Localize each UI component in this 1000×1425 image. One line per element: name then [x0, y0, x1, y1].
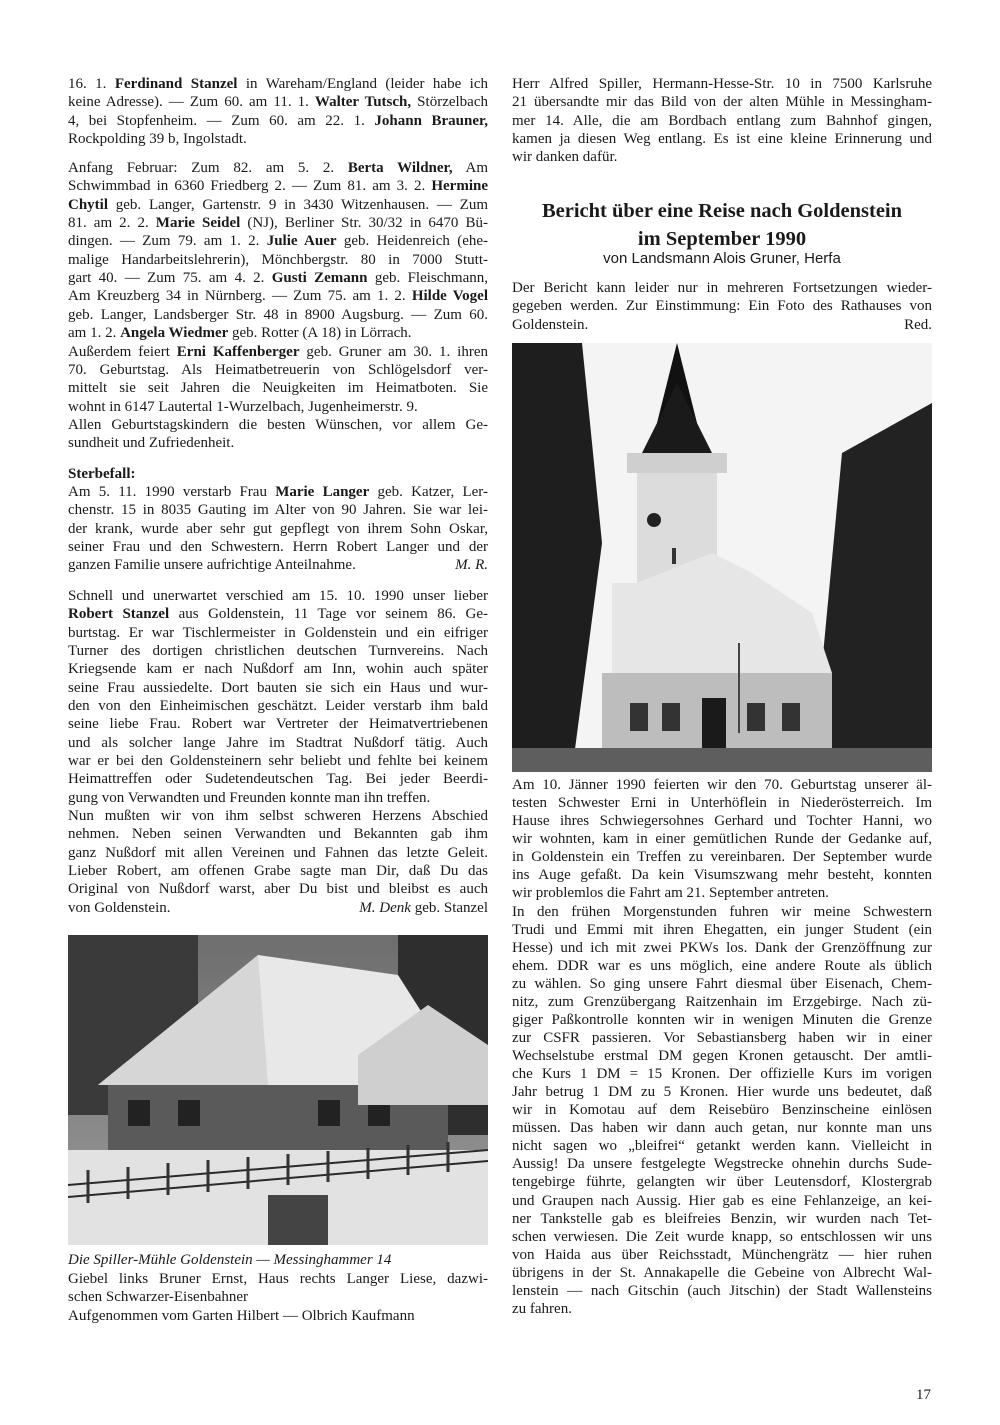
- text-line: [68, 715, 488, 733]
- text-segment: nehmen. Neben seinen Verwandten und Bekannten gab ihm: [68, 826, 488, 843]
- text-line: [68, 483, 488, 501]
- text-segment: wir problemlos die Fahrt am 21. September antreten.: [512, 885, 829, 902]
- text-segment: seiner Frau und den Schwestern. Herrn Robert Langer und der: [68, 539, 488, 556]
- text-line: [68, 177, 488, 195]
- text-segment: nicht sagen wo „bleifrei“ getankt werden kann. Vielleicht in: [512, 1138, 932, 1155]
- bold-name: Ferdinand Stanzel: [114, 76, 238, 92]
- text-segment: wohnt in 6147 Lautertal 1-Wurzelbach, Jugenheimerstr. 9.: [68, 398, 418, 415]
- text-line: [68, 269, 488, 287]
- text-line: [68, 880, 488, 898]
- text-segment: geb. Rotter (A 18) in Lörrach.: [228, 325, 412, 342]
- text-line: [512, 1264, 932, 1282]
- text-line: [68, 770, 488, 788]
- text-line: [68, 112, 488, 130]
- text-line: [68, 899, 488, 917]
- text-line: [68, 624, 488, 642]
- text-segment: übrigens in der St. Annakapelle die Gebeine von Albrecht Wal-: [512, 1264, 932, 1281]
- bold-name: Chytil: [68, 196, 109, 213]
- text-line: [512, 830, 932, 848]
- text-line: [512, 776, 932, 794]
- editor-intro: [512, 279, 932, 334]
- bold-name: Marie Langer: [275, 484, 370, 500]
- text-line: [68, 343, 488, 361]
- text-line: [512, 1228, 932, 1246]
- text-segment: 21 übersandte mir das Bild von der alten Mühle in Messingham-: [512, 94, 932, 111]
- text-segment: 4, bei Stopfenheim. — Zum 60. am 22. 1.: [68, 112, 375, 129]
- text-segment: Lieber Robert, am offenen Grabe sagte man Dir, daß Du das: [68, 863, 488, 880]
- text-line: [512, 848, 932, 866]
- text-segment: malige Handarbeitslehrerin), Mönchbergstr. 80 in 7000 Stutt-: [68, 251, 488, 268]
- text-segment: gart 40. — Zum 75. am 4. 2.: [68, 270, 272, 287]
- text-line: [512, 1083, 932, 1101]
- text-segment: ehem. DDR war es uns möglich, eine andere Route als üblich: [512, 957, 932, 974]
- text-segment: Schnell und unerwartet verschied am 15. 10. 1990 unser lieber: [68, 588, 488, 604]
- text-line: [512, 1192, 932, 1210]
- text-line: [68, 251, 488, 269]
- text-segment: zu fahren.: [512, 1300, 572, 1317]
- text-segment: in Wareham/England (leider habe ich: [237, 76, 488, 92]
- text-line: [512, 1155, 932, 1173]
- text-line: [68, 416, 488, 434]
- text-line: [512, 130, 932, 148]
- text-line: [512, 993, 932, 1011]
- text-line: [68, 642, 488, 660]
- text-line: [68, 361, 488, 379]
- obituary-marie-langer: [68, 483, 488, 575]
- text-line: [512, 975, 932, 993]
- birthday-paragraph-3: [68, 343, 488, 416]
- text-line: [512, 1029, 932, 1047]
- text-segment: von Haida aus über Reichsstadt, Münchengrätz — hier ruhen: [512, 1246, 932, 1263]
- text-segment: wir danken dafür.: [512, 149, 618, 166]
- text-line: [512, 866, 932, 884]
- text-segment: nitz, zum Grenzübergang Raitzenhain im Erzgebirge. Nach zü-: [512, 993, 932, 1010]
- text-line: [68, 287, 488, 305]
- bold-name: Hilde Vogel: [411, 288, 489, 305]
- text-segment: Hesse) und ich mit zwei PKWs los. Dank der Grenzöffnung zur: [512, 939, 932, 956]
- text-segment: geb. Langer, Gartenstr. 9 in 3430 Witzenhausen. — Zum: [108, 196, 488, 213]
- text-line: [512, 93, 932, 111]
- text-segment: in Goldenstein ein Treffen zu vereinbaren. Der September wurde: [512, 849, 932, 866]
- text-line: [68, 75, 488, 93]
- report-paragraph-1: [512, 776, 932, 902]
- bold-name: Marie Seidel: [155, 215, 241, 232]
- text-line: [68, 1307, 488, 1325]
- text-segment: aus Goldenstein, 11 Tage vor seinem 86. Ge-: [169, 606, 488, 623]
- text-line: [512, 921, 932, 939]
- text-segment: Am Kreuzberg 34 in Nürnberg. — Zum 75. am 1. 2.: [68, 288, 412, 305]
- text-segment: (NJ), Berliner Str. 30/32 in 6470 Bü-: [240, 215, 488, 232]
- text-line: [68, 93, 488, 111]
- text-segment: Anfang Februar: Zum 82. am 5. 2.: [68, 160, 348, 176]
- text-segment: sundheit und Zufriedenheit.: [68, 435, 235, 452]
- text-segment: geb. Gruner am 30. 1. ihren: [299, 343, 488, 360]
- text-segment: Aussig! Da unsere festgelegte Wegstrecke ohnehin durchs Sude-: [512, 1156, 932, 1173]
- italic-text: Die Spiller-Mühle Goldenstein — Messinghammer 14: [68, 1252, 392, 1268]
- text-segment: ganz Nußdorf mit allen Vereinen und Fahnen das letzte Geleit.: [68, 844, 488, 861]
- text-line: [512, 1282, 932, 1300]
- text-segment: Herr Alfred Spiller, Hermann-Hesse-Str. 10 in 7500 Karlsruhe: [512, 76, 932, 92]
- bold-name: Erni Kaffenberger: [176, 343, 300, 360]
- text-segment: geb. Fleischmann,: [367, 270, 488, 287]
- text-line: [68, 520, 488, 538]
- text-line: [512, 812, 932, 830]
- text-line: [68, 752, 488, 770]
- text-segment: keine Adresse). — Zum 60. am 11. 1.: [68, 94, 315, 111]
- bold-name: Angela Wiedmer: [120, 325, 229, 342]
- photo-caption-title: [68, 1251, 488, 1269]
- text-segment: che Kurs 1 DM = 15 Kronen. Der offizielle Kurs im vorigen: [512, 1066, 932, 1083]
- text-line: [68, 306, 488, 324]
- text-segment: zu wählen. So ging unsere Fahrt diesmal über Eisenach, Chem-: [512, 975, 932, 992]
- bold-name: Walter Tutsch,: [314, 94, 412, 111]
- signature-text: Red.: [904, 316, 932, 333]
- text-segment: am 1. 2.: [68, 325, 121, 342]
- signature-text: geb. Stanzel: [410, 899, 488, 916]
- text-line: [512, 1011, 932, 1029]
- text-segment: Außerdem feiert: [68, 343, 177, 360]
- article-byline: von Landsmann Alois Gruner, Herfa: [603, 250, 841, 267]
- text-line: [68, 605, 488, 623]
- text-segment: gegeben werden. Zur Einstimmung: Ein Foto des Rathauses von: [512, 298, 932, 315]
- text-line: [512, 1101, 932, 1119]
- text-segment: dingen. — Zum 79. am 1. 2.: [68, 233, 267, 250]
- text-line: [68, 1251, 488, 1269]
- text-segment: testen Schwester Erni in Unterhöflein in Niederösterreich. Im: [512, 795, 932, 812]
- text-line: [512, 1173, 932, 1191]
- text-segment: Jahr betrug 1 DM zu 5 Kronen. Hier wurde uns bedeutet, daß: [512, 1084, 932, 1101]
- text-segment: Am 10. Jänner 1990 feierten wir den 70. Geburtstag unserer äl-: [512, 777, 932, 793]
- text-segment: wir wohnten, kam in einer gemütlichen Runde der Gedanke auf,: [512, 831, 932, 848]
- text-segment: seine Frau aussiedelte. Dort bauten sie sich ein Haus und wur-: [68, 679, 488, 696]
- text-line: [512, 957, 932, 975]
- text-segment: kamen ja diesen Weg entlang. Es ist eine kleine Erinnerung und: [512, 131, 932, 148]
- text-line: [68, 1270, 488, 1288]
- birthday-wishes: [68, 416, 488, 453]
- bold-name: Johann Brauner,: [374, 112, 489, 129]
- text-segment: schen Schwarzer-Eisenbahner: [68, 1289, 249, 1306]
- page-number: 17: [916, 1387, 931, 1403]
- text-segment: seine liebe Frau. Robert war Vertreter der Heimatvertriebenen: [68, 716, 488, 733]
- text-segment: 81. am 2. 2.: [68, 215, 156, 232]
- text-segment: ins Auge gefaßt. Da kein Visumszwang mehr besteht, konnten: [512, 867, 932, 884]
- text-line: [512, 1119, 932, 1137]
- text-line: [68, 379, 488, 397]
- text-segment: mittelt sie seit Jahren die Neuigkeiten im Heimatboten. Sie: [68, 380, 488, 397]
- death-notices-heading: Sterbefall:: [68, 466, 136, 482]
- text-line: [68, 587, 488, 605]
- text-line: [68, 556, 488, 574]
- birthday-paragraph-2: [68, 159, 488, 342]
- text-line: [512, 1210, 932, 1228]
- text-segment: und als solcher lange Jahre im Stadtrat Nußdorf tätig. Auch: [68, 734, 488, 751]
- photo-thanks-paragraph: [512, 75, 932, 167]
- text-segment: Original von Nußdorf warst, aber Du bist und bleibst es auch: [68, 881, 488, 898]
- text-segment: burtstag. Er war Tischlermeister in Goldenstein und ein eifriger: [68, 624, 488, 641]
- text-segment: Der Bericht kann leider nur in mehreren Fortsetzungen wieder-: [512, 280, 932, 296]
- text-segment: Am: [452, 160, 488, 176]
- text-segment: Rockpolding 39 b, Ingolstadt.: [68, 131, 247, 148]
- text-segment: war er bei den Goldensteinern sehr beliebt und fehlte bei keinem: [68, 753, 488, 770]
- article-title-line-1: Bericht über eine Reise nach Goldenstein: [541, 200, 903, 222]
- text-line: [68, 434, 488, 452]
- bold-name: Robert Stanzel: [68, 606, 170, 623]
- text-line: [512, 1246, 932, 1264]
- photo-credit: [68, 1307, 488, 1325]
- text-segment: In den frühen Morgenstunden fuhren wir meine Schwestern: [512, 903, 932, 920]
- article-title-line-2: im September 1990: [637, 228, 807, 250]
- text-line: [512, 316, 932, 334]
- text-line: [512, 75, 932, 93]
- text-segment: wir in Komotau auf dem Reisebüro Benzinscheine einlösen: [512, 1102, 932, 1119]
- text-segment: giger Paßkontrolle konnten wir in wenigen Minuten die Grenze: [512, 1011, 932, 1028]
- text-line: [512, 939, 932, 957]
- text-line: [68, 734, 488, 752]
- text-line: [68, 679, 488, 697]
- text-segment: Trudi und Emmi mit ihren Ehegatten, ein junger Student (ein: [512, 921, 932, 938]
- text-line: [512, 1065, 932, 1083]
- town-hall-photo: [512, 343, 932, 772]
- text-line: [68, 398, 488, 416]
- text-line: [68, 844, 488, 862]
- bold-name: Hermine: [431, 178, 488, 195]
- text-line: [512, 1300, 932, 1318]
- signature-text: M. R.: [455, 557, 488, 574]
- text-segment: mer 14. Alle, die am Bordbach entlang zum Bahnhof gingen,: [512, 112, 932, 129]
- text-segment: Am 5. 11. 1990 verstarb Frau: [68, 484, 276, 500]
- text-segment: ner Tankstelle gab es bleifreies Benzin, wir wurden nach Tet-: [512, 1210, 932, 1227]
- text-segment: Goldenstein.: [512, 316, 589, 333]
- text-segment: geb. Langer, Landsberger Str. 48 in 8900 Augsburg. — Zum 60.: [68, 306, 488, 323]
- text-segment: schen verwiesen. Die Zeit wurde knapp, so entschlossen wir uns: [512, 1228, 932, 1245]
- bold-name: Gusti Zemann: [271, 270, 368, 287]
- text-line: [512, 148, 932, 166]
- text-segment: geb. Heidenreich (ehe-: [336, 233, 489, 250]
- text-segment: Nun mußten wir von ihm selbst schweren Herzens Abschied: [68, 808, 488, 824]
- text-segment: ganzen Familie unsere aufrichtige Anteilnahme.: [68, 557, 356, 574]
- text-line: [512, 1047, 932, 1065]
- text-segment: von Goldenstein.: [68, 899, 171, 916]
- mill-photo: [68, 935, 488, 1245]
- obituary-robert-stanzel: [68, 587, 488, 807]
- text-segment: müssen. Das haben wir dann auch getan, nur konnte man uns: [512, 1120, 932, 1137]
- signature: [455, 556, 488, 574]
- text-line: [512, 903, 932, 921]
- text-line: [68, 214, 488, 232]
- text-line: [68, 1288, 488, 1306]
- text-line: [512, 884, 932, 902]
- text-segment: zur CSFR passieren. Vor Sebastiansberg haben wir in einer: [512, 1029, 932, 1046]
- text-segment: und Graupen nach Aussig. Hier gab es eine Fehlanzeige, an kei-: [512, 1192, 932, 1209]
- text-segment: Aufgenommen vom Garten Hilbert — Olbrich Kaufmann: [68, 1308, 415, 1324]
- photo-caption: [68, 1270, 488, 1307]
- text-line: [68, 130, 488, 148]
- text-line-main: [512, 316, 588, 334]
- bold-name: Berta Wildner,: [347, 160, 453, 176]
- text-line: [68, 159, 488, 177]
- text-segment: Giebel links Bruner Ernst, Haus rechts Langer Liese, dazwi-: [68, 1271, 488, 1287]
- text-line: [68, 807, 488, 825]
- signature: [359, 899, 488, 917]
- text-line: [68, 232, 488, 250]
- text-line: [512, 279, 932, 297]
- text-segment: tengebirge führte, gelangten wir über Leutensdorf, Klostergrab: [512, 1174, 932, 1191]
- text-line-main: [68, 899, 171, 917]
- text-line: [512, 112, 932, 130]
- text-line-main: [68, 556, 356, 574]
- text-line: [68, 324, 488, 342]
- text-segment: geb. Katzer, Ler-: [369, 484, 488, 500]
- text-segment: Kriegsende kam er nach Nußdorf am Inn, wohin auch später: [68, 661, 488, 678]
- text-line: [68, 196, 488, 214]
- text-segment: der krank, wurde aber sehr gut gepflegt von ihrem Sohn Oskar,: [68, 520, 488, 537]
- birthday-paragraph-1: [68, 75, 488, 148]
- text-segment: 16. 1.: [68, 76, 115, 92]
- text-segment: gung von Verwandten und Freunden konnte man ihn treffen.: [68, 789, 431, 806]
- text-segment: Hause ihres Schwiegersohnes Gerhard und Tochter Hanni, wo: [512, 813, 932, 830]
- text-line: [68, 501, 488, 519]
- text-segment: Wechselstube erstmal DM gegen Kronen getauscht. Der amtli-: [512, 1048, 932, 1064]
- text-segment: Schwimmbad in 6360 Friedberg 2. — Zum 81. am 3. 2.: [68, 178, 432, 195]
- text-segment: lenstein — nach Gitschin (auch Jitschin) der Stadt Wallensteins: [512, 1282, 932, 1299]
- text-segment: chenstr. 15 in 8035 Gauting im Alter von 90 Jahren. Sie war lei-: [68, 502, 488, 519]
- text-segment: den von den Einheimischen geschätzt. Leider verstarb ihm bald: [68, 698, 488, 715]
- obituary-robert-stanzel-cont: [68, 807, 488, 917]
- report-paragraph-2: [512, 903, 932, 1318]
- text-segment: Störzelbach: [411, 94, 488, 111]
- signature: [904, 316, 932, 334]
- text-line: [68, 660, 488, 678]
- text-segment: 70. Geburtstag. Als Heimatbetreuerin von Schlögelsdorf ver-: [68, 361, 488, 378]
- text-line: [512, 794, 932, 812]
- text-segment: Turner des dortigen christlichen deutschen Turnvereins. Nach: [68, 643, 488, 660]
- text-line: [68, 697, 488, 715]
- text-line: [68, 825, 488, 843]
- text-line: [512, 297, 932, 315]
- text-line: [512, 1137, 932, 1155]
- text-segment: Allen Geburtstagskindern die besten Wünschen, vor allem Ge-: [68, 416, 488, 433]
- signature-text: M. Denk: [359, 899, 411, 916]
- text-line: [68, 538, 488, 556]
- text-line: [68, 862, 488, 880]
- text-segment: Heimattreffen oder Sudetendeutschen Tag. Bei jeder Beerdi-: [68, 771, 488, 788]
- bold-name: Julie Auer: [266, 233, 337, 250]
- text-line: [68, 789, 488, 807]
